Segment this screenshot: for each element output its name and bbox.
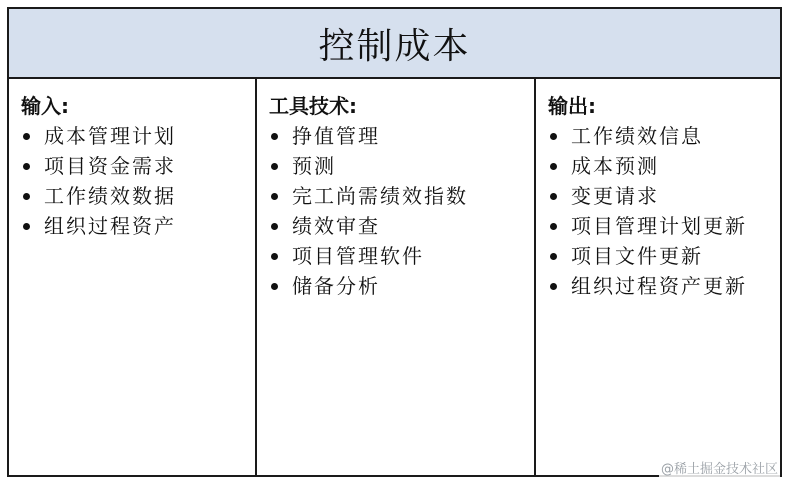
list-item-text: 组织过程资产 <box>44 214 176 238</box>
list-item <box>267 241 534 271</box>
outputs-header: 输出: <box>548 94 596 118</box>
list-item-text: 成本管理计划 <box>44 124 176 148</box>
inputs-list <box>19 121 255 241</box>
list-item <box>546 211 780 241</box>
bullet-icon <box>23 133 30 140</box>
tools-header: 工具技术: <box>269 94 357 118</box>
bullet-icon <box>550 193 557 200</box>
bullet-icon <box>23 163 30 170</box>
list-item-text: 项目文件更新 <box>571 244 703 268</box>
list-item <box>267 151 534 181</box>
bullet-icon <box>23 223 30 230</box>
inputs-header: 输入: <box>21 94 69 118</box>
bullet-icon <box>271 223 278 230</box>
list-item-text: 变更请求 <box>571 184 659 208</box>
inputs-column <box>9 79 257 475</box>
list-item <box>19 181 255 211</box>
list-item-text: 工作绩效数据 <box>44 184 176 208</box>
list-item <box>546 271 780 301</box>
list-item-text: 挣值管理 <box>292 124 380 148</box>
watermark: @稀土掘金技术社区 <box>659 457 780 478</box>
list-item-text: 项目管理计划更新 <box>571 214 747 238</box>
list-item-text: 成本预测 <box>571 154 659 178</box>
bullet-icon <box>550 133 557 140</box>
outputs-list <box>546 121 780 301</box>
list-item <box>267 181 534 211</box>
list-item <box>19 211 255 241</box>
list-item <box>546 151 780 181</box>
bullet-icon <box>550 163 557 170</box>
bullet-icon <box>271 163 278 170</box>
bullet-icon <box>271 283 278 290</box>
list-item <box>267 271 534 301</box>
bullet-icon <box>23 193 30 200</box>
list-item-text: 完工尚需绩效指数 <box>292 184 468 208</box>
list-item-text: 项目资金需求 <box>44 154 176 178</box>
list-item-text: 绩效审查 <box>292 214 380 238</box>
list-item-text: 工作绩效信息 <box>571 124 703 148</box>
bullet-icon <box>271 253 278 260</box>
list-item <box>267 211 534 241</box>
list-item <box>546 241 780 271</box>
tools-column <box>257 79 536 475</box>
list-item <box>546 121 780 151</box>
outputs-column <box>536 79 780 475</box>
list-item <box>267 121 534 151</box>
list-item <box>19 151 255 181</box>
bullet-icon <box>550 223 557 230</box>
process-diagram <box>7 7 782 477</box>
bullet-icon <box>550 253 557 260</box>
list-item-text: 储备分析 <box>292 274 380 298</box>
columns-row <box>9 79 780 475</box>
tools-list <box>267 121 534 301</box>
list-item-text: 组织过程资产更新 <box>571 274 747 298</box>
diagram-title: 控制成本 <box>318 25 471 67</box>
bullet-icon <box>550 283 557 290</box>
list-item <box>546 181 780 211</box>
list-item-text: 项目管理软件 <box>292 244 424 268</box>
bullet-icon <box>271 133 278 140</box>
title-bar <box>9 9 780 79</box>
list-item-text: 预测 <box>292 154 336 178</box>
list-item <box>19 121 255 151</box>
bullet-icon <box>271 193 278 200</box>
